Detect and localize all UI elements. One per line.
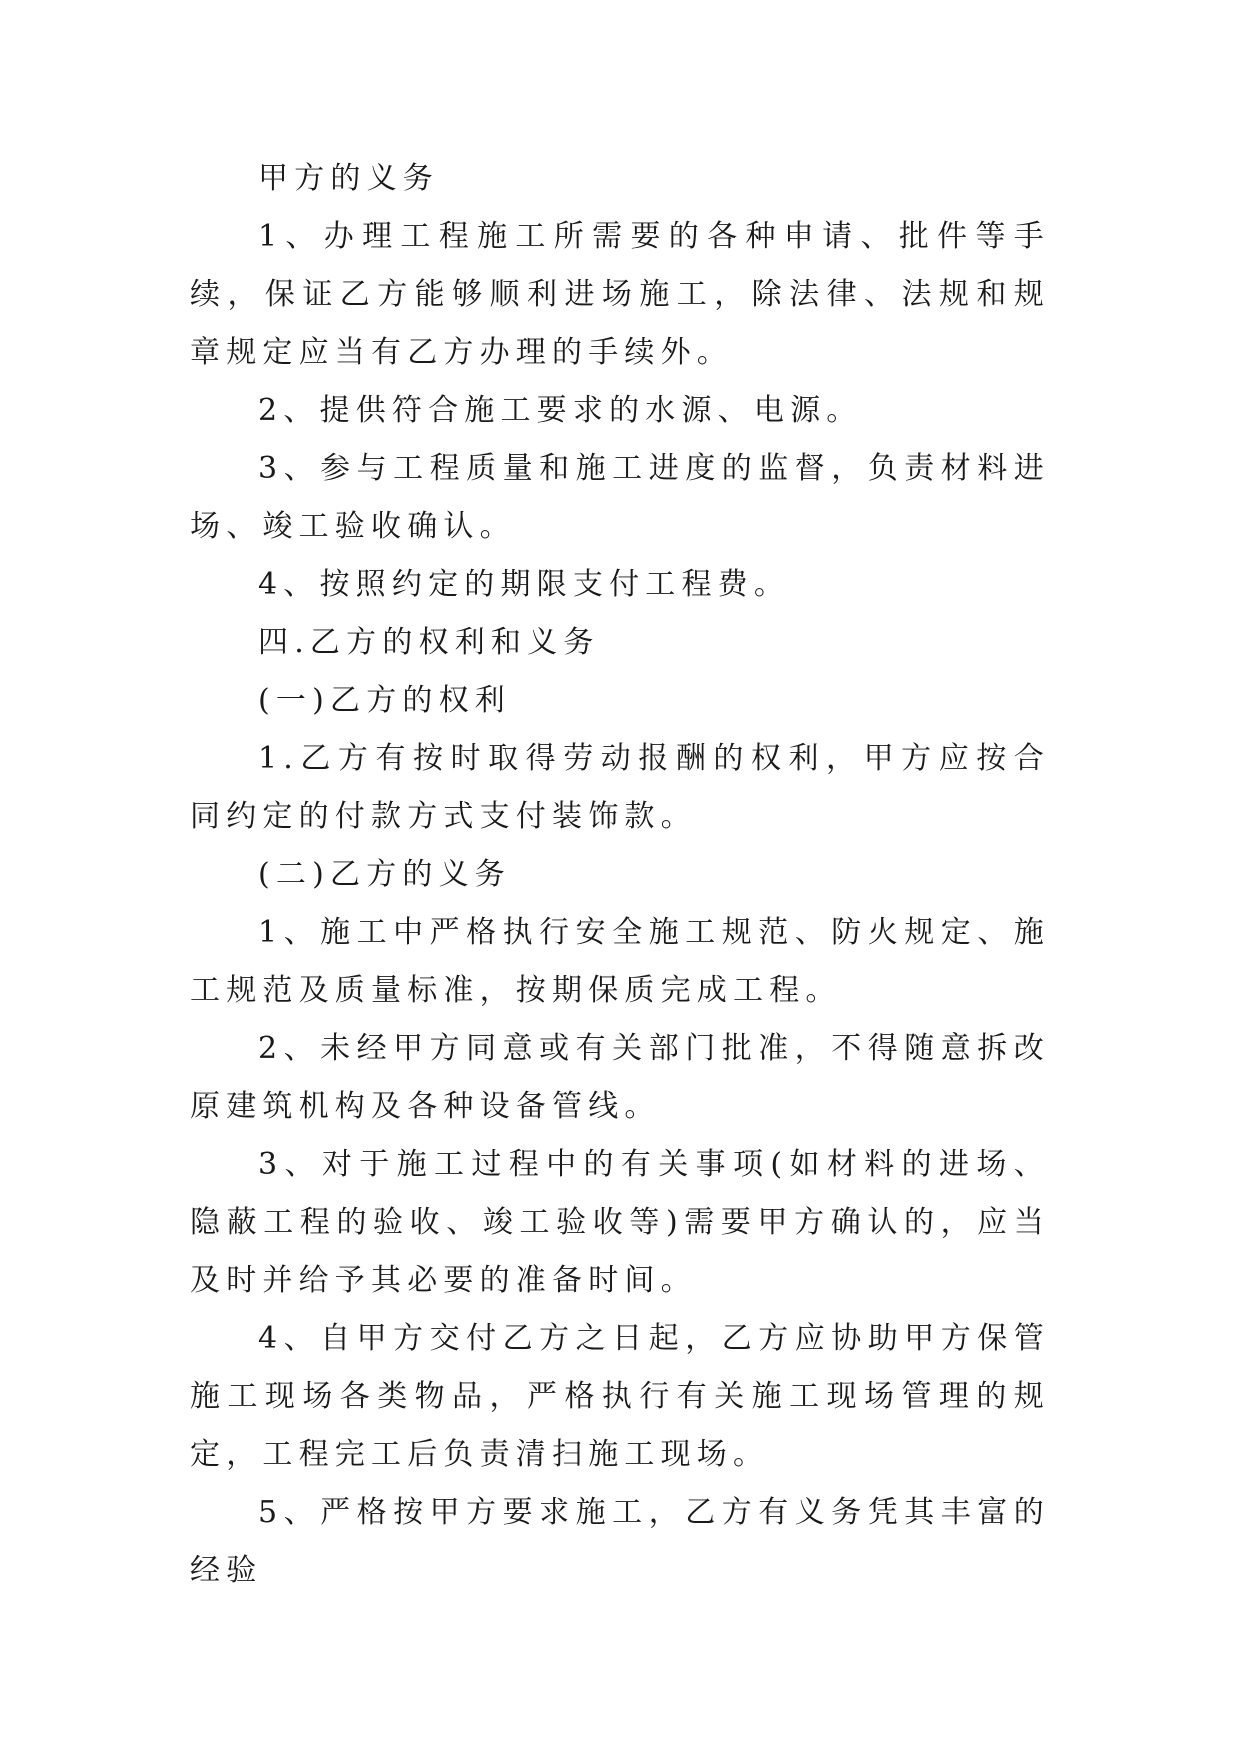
party-b-obligation-2: 2、未经甲方同意或有关部门批准，不得随意拆改原建筑机构及各种设备管线。 [190, 1031, 1050, 1124]
party-b-right-1: 1.乙方有按时取得劳动报酬的权利，甲方应按合同约定的付款方式支付装饰款。 [190, 741, 1050, 834]
party-a-obligation-2: 2、提供符合施工要求的水源、电源。 [258, 393, 863, 428]
party-a-obligation-3: 3、参与工程质量和施工进度的监督，负责材料进场、竣工验收确认。 [190, 451, 1050, 544]
party-a-obligation-4: 4、按照约定的期限支付工程费。 [258, 567, 791, 602]
party-b-obligation-4: 4、自甲方交付乙方之日起，乙方应协助甲方保管施工现场各类物品，严格执行有关施工现场管理的规定，工程完工后负责清扫施工现场。 [190, 1321, 1050, 1472]
section-heading-party-a-obligations: 甲方的义务 [258, 161, 439, 196]
subheading-party-b-rights: (一)乙方的权利 [258, 683, 512, 718]
party-b-obligation-3: 3、对于施工过程中的有关事项(如材料的进场、隐蔽工程的验收、竣工验收等)需要甲方确认的，应当及时并给予其必要的准备时间。 [190, 1147, 1050, 1298]
party-b-obligation-1: 1、施工中严格执行安全施工规范、防火规定、施工规范及质量标准，按期保质完成工程。 [190, 915, 1050, 1008]
section-heading-party-b-rights-obligations: 四.乙方的权利和义务 [258, 625, 600, 660]
subheading-party-b-obligations: (二)乙方的义务 [258, 857, 512, 892]
party-a-obligation-1: 1、办理工程施工所需要的各种申请、批件等手续，保证乙方能够顺利进场施工，除法律、法规和规章规定应当有乙方办理的手续外。 [190, 219, 1050, 370]
party-b-obligation-5: 5、严格按甲方要求施工，乙方有义务凭其丰富的经验 [190, 1495, 1050, 1588]
document-body [190, 150, 1050, 1600]
